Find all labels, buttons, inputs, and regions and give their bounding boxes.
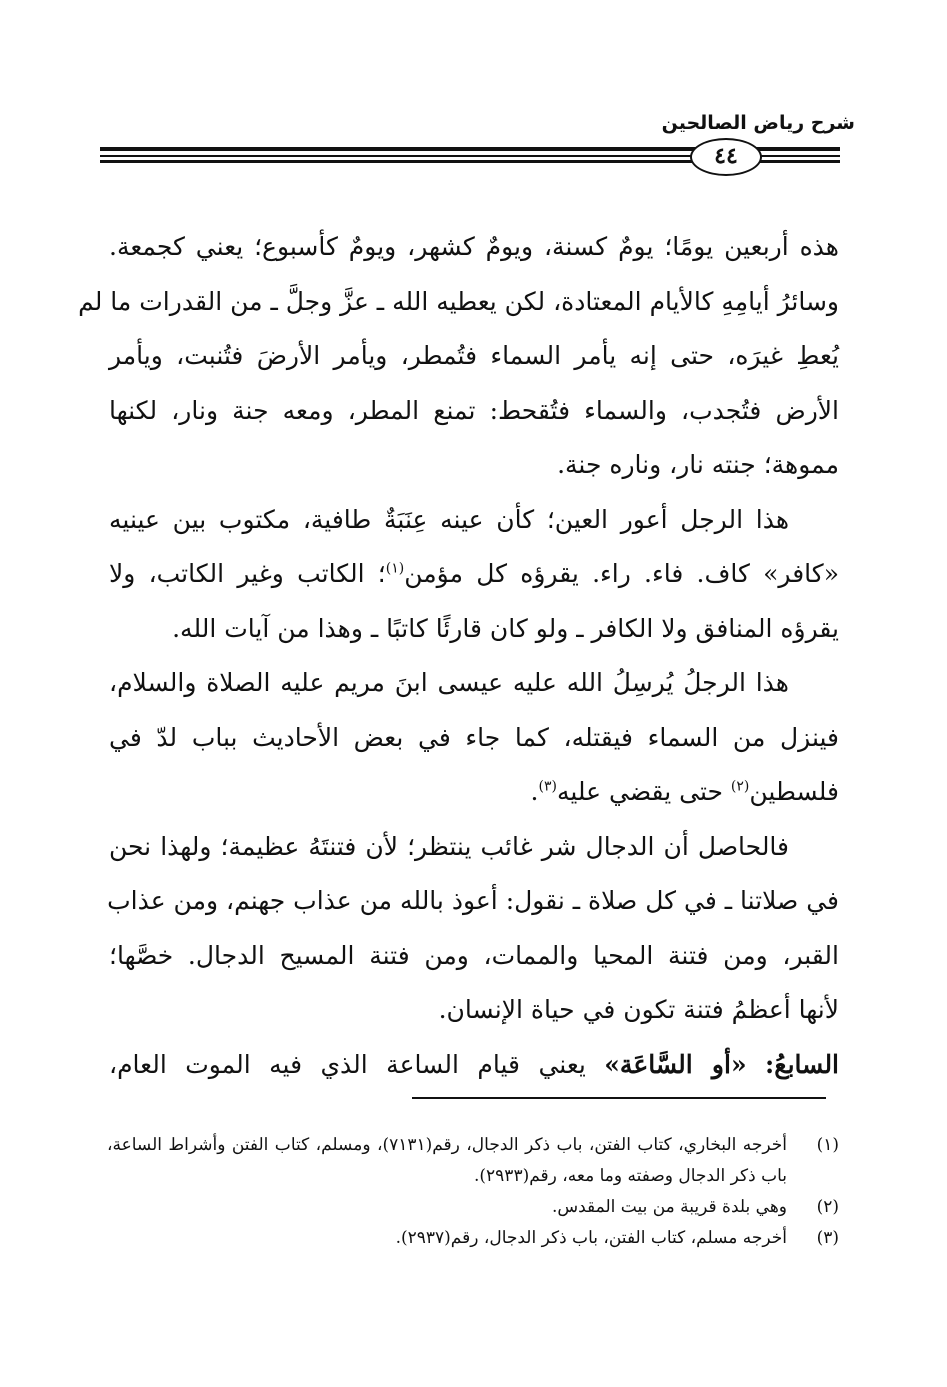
footnote-mark: (١): [385, 560, 405, 577]
text-segment: حتى يقضي عليه: [556, 777, 723, 806]
page-number: ٤٤: [690, 138, 762, 176]
text-line: في صلاتنا ـ في كل صلاة ـ نقول: أعوذ بالله من عذاب جهنم، ومن عذاب: [107, 886, 839, 915]
text-line: هذا الرجل أعور العين؛ كأن عينه عِنَبَةٌ طافية، مكتوب بين عينيه: [109, 504, 789, 534]
footnote-item: [107, 1130, 839, 1192]
footnote-item: [107, 1223, 839, 1254]
text-segment: «كافر» كاف. فاء. راء. يقرؤه كل مؤمن: [404, 559, 839, 588]
footnotes: [107, 1130, 839, 1254]
text-line: هذه أربعين يومًا؛ يومٌ كسنة، ويومٌ كشهر، ويومٌ كأسبوع؛ يعني كجمعة.: [109, 232, 839, 261]
text-line: فلسطين$^{(٢)}$ حتى يقضي عليه$^{(٣)}$.: [530, 777, 839, 806]
footnote-mark: (٢): [730, 778, 750, 795]
text-line: يُعطِ غيرَه، حتى إنه يأمر السماء فتُمطر، ويأمر الأرضَ فتُنبت، ويأمر: [109, 341, 839, 370]
footnote-item: [107, 1192, 839, 1223]
section-label: السابعُ:: [765, 1049, 840, 1079]
running-header-title: شرح رياض الصالحين: [661, 112, 855, 134]
footnote-separator: [412, 1097, 826, 1099]
text-line: [109, 1038, 839, 1093]
text-line: مموهة؛ جنته نار، وناره جنة.: [557, 450, 839, 479]
text-line: يقرؤه المنافق ولا الكافر ـ ولو كان قارئًا كاتبًا ـ وهذا من آيات الله.: [172, 613, 839, 643]
footnote-text: وهي بلدة قريبة من بيت المقدس.: [551, 1197, 787, 1217]
text-segment: الكاتب وغير الكاتب، ولا: [109, 559, 365, 588]
footnote-number: (١): [816, 1135, 839, 1155]
text-line: وسائرُ أيامِهِ كالأيام المعتادة، لكن يعطيه الله ـ عزَّ وجلَّ ـ من القدرات ما لم: [78, 286, 839, 316]
text-line: القبر، ومن فتنة المحيا والممات، ومن فتنة المسيح الدجال. خصَّها؛: [109, 940, 839, 970]
footnote-number: (٣): [816, 1228, 839, 1248]
footnote-number: (٢): [816, 1197, 839, 1217]
text-line: «كافر» كاف. فاء. راء. يقرؤه كل مؤمن$^{(١)}$؛ الكاتب وغير الكاتب، ولا: [109, 559, 839, 588]
text-line: لأنها أعظمُ فتنة تكون في حياة الإنسان.: [438, 995, 839, 1024]
text-line: هذا الرجلُ يُرسِلُ الله عليه عيسى ابنَ مريم عليه الصلاة والسلام،: [109, 668, 789, 697]
footnote-mark: (٣): [538, 778, 557, 795]
footnote-text: أخرجه البخاري، كتاب الفتن، باب ذكر الدجال، رقم(٧١٣١)، ومسلم، كتاب الفتن وأشراط الساعة، باب ذكر الدجال وصفته وما معه، رقم(٢٩٣٣).: [107, 1135, 787, 1186]
text-line: فينزل من السماء فيقتله، كما جاء في بعض الأحاديث بباب لدّ في: [109, 722, 839, 752]
main-text: [78, 220, 840, 1092]
text-segment: يعني قيام الساعة الذي فيه الموت العام،: [109, 1049, 586, 1079]
text-line: فالحاصل أن الدجال شر غائب ينتظر؛ لأن فتنتَهُ عظيمة؛ ولهذا نحن: [109, 831, 789, 861]
footnote-text: أخرجه مسلم، كتاب الفتن، باب ذكر الدجال، رقم(٢٩٣٧).: [395, 1228, 787, 1248]
text-segment: فلسطين: [749, 777, 839, 806]
quoted-term: «أو السَّاعَة»: [604, 1049, 747, 1079]
text-line: الأرض فتُجدب، والسماء فتُقحط: تمنع المطر، ومعه جنة ونار، لكنها: [109, 395, 839, 425]
